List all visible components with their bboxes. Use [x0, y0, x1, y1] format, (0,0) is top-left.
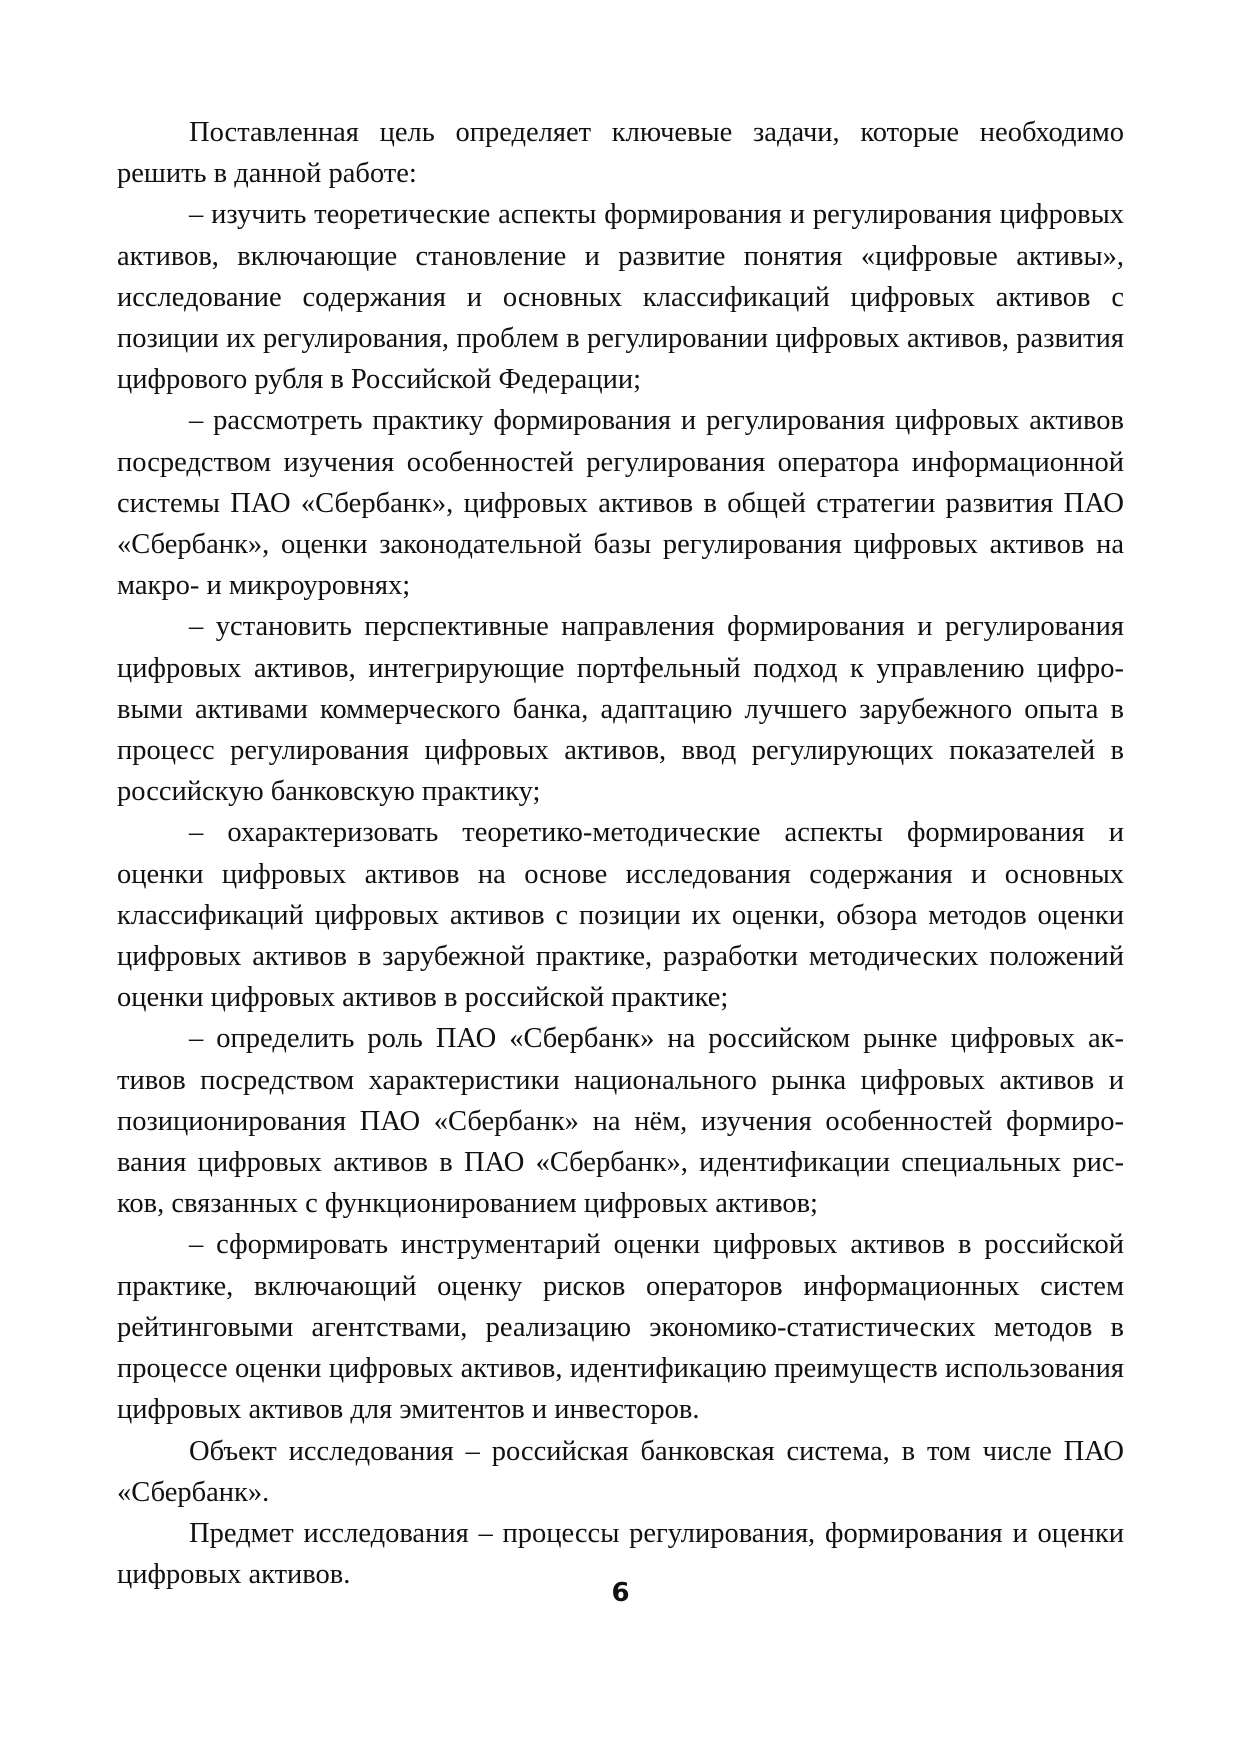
- page-number: 6: [611, 1578, 630, 1608]
- paragraph-subject: Предмет исследования – процессы регулирования, формирования и оценки цифровых активов.: [117, 1517, 1124, 1591]
- body-text: [117, 112, 1124, 1595]
- paragraph-object: Объект исследования – российская банковская система, в том числе ПАО «Сбербанк».: [117, 1435, 1124, 1508]
- paragraph-task-1: – изучить теоретические аспекты формирования и регулирования цифровых активов, включающие становление и развитие понятия «цифровые активы», исследование содержания и основных классификаций цифровых активов с позиции их регулирования, проблем в регулировании цифровых активов, развития цифрового рубля в Российской Федерации;: [117, 199, 1124, 396]
- paragraph-task-6: – сформировать инструментарий оценки цифровых активов в российской практике, включающий оценку рисков операторов информационных систем рейтинговыми агентствами, реализацию экономико-статистических методов в процессе оценки цифровых активов, идентификацию преимуществ использования цифровых активов для эмитентов и инвесторов.: [117, 1229, 1124, 1426]
- paragraph-intro: Поставленная цель определяет ключевые задачи, которые необходимо решить в данной работе:: [117, 117, 1124, 190]
- paragraph-task-5: – определить роль ПАО «Сбербанк» на российском рынке цифровых активов посредством характеристики национального рынка цифровых активов и позиционирования ПАО «Сбербанк» на нём, изучения особенностей формирования цифровых активов в ПАО «Сбербанк», идентификации специальных рисков, связанных с функционированием цифровых активов;: [117, 1023, 1124, 1220]
- paragraph-task-3: – установить перспективные направления формирования и регулирования цифровых активов, интегрирующие портфельный подход к управлению цифровыми активами коммерческого банка, адаптацию лучшего зарубежного опыта в процесс регулирования цифровых активов, ввод регулирующих показателей в российскую банковскую практику;: [117, 611, 1124, 808]
- paragraph-task-2: – рассмотреть практику формирования и регулирования цифровых активов посредством изучения особенностей регулирования оператора информационной системы ПАО «Сбербанк», цифровых активов в общей стратегии развития ПАО «Сбербанк», оценки законодательной базы регулирования цифровых активов на макро- и микроуровнях;: [117, 405, 1124, 602]
- paragraph-task-4: – охарактеризовать теоретико-методические аспекты формирования и оценки цифровых активов на основе исследования содержания и основных классификаций цифровых активов с позиции их оценки, обзора методов оценки цифровых активов в зарубежной практике, разработки методических положений оценки цифровых активов в российской практике;: [117, 817, 1124, 1014]
